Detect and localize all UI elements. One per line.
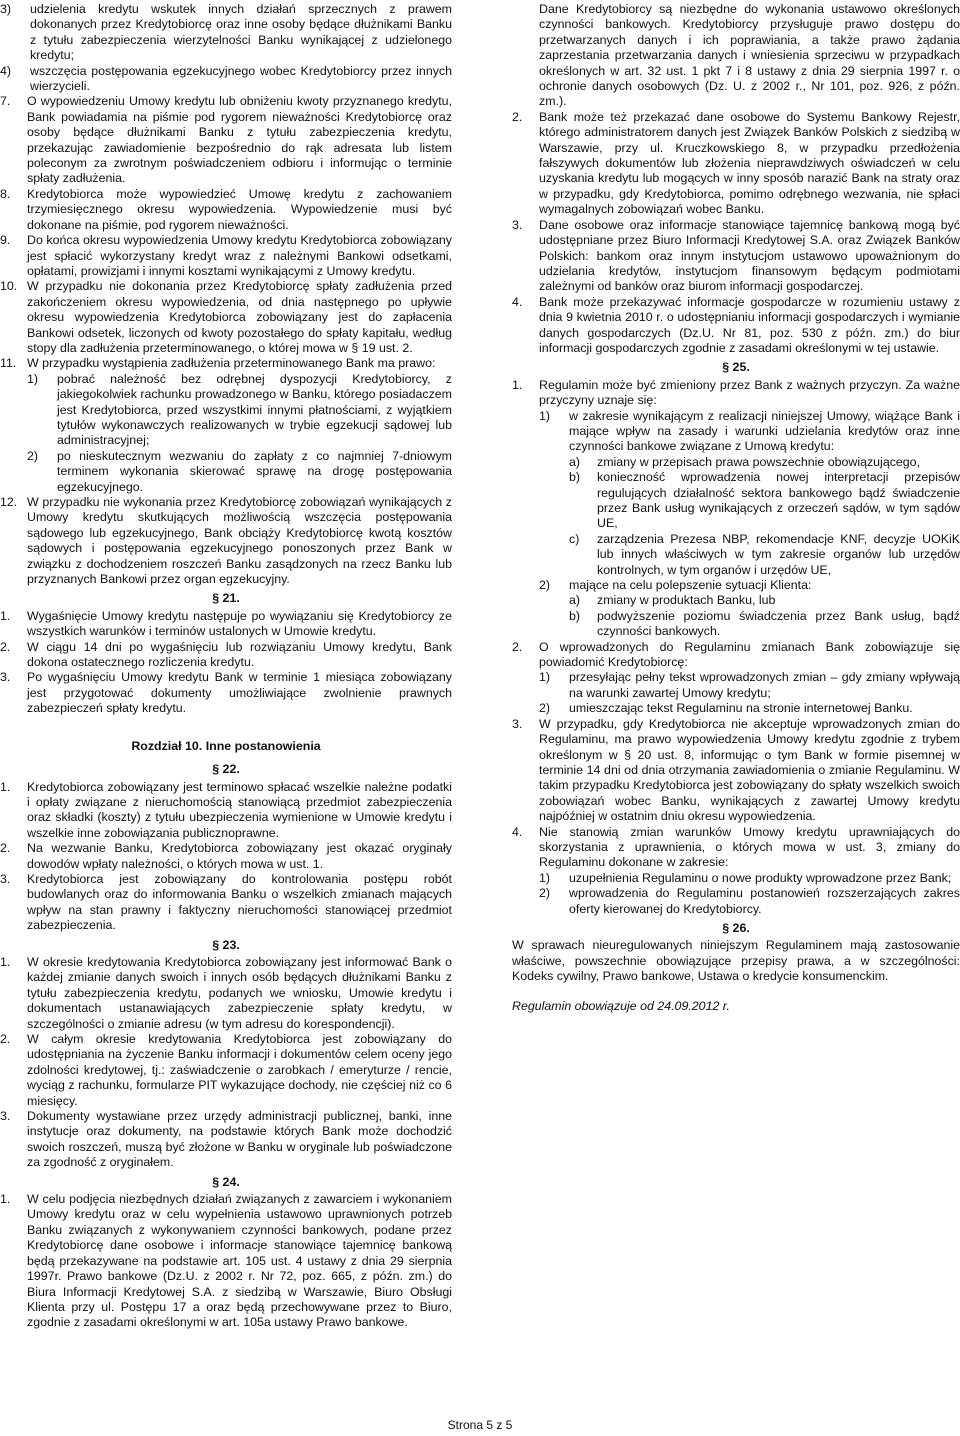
item-text: W przypadku nie dokonania przez Kredytobiorcę spłaty zadłużenia przed zakończeniem okresu wypowiedzenia, od dnia następnego po upływie okresu wypowiedzenia Kredytobiorca zobowiązany jest do zapłacenia Bankowi odsetek, liczonych od kwoty pozostałego do spłaty kapitału, według stopy dla zadłużenia przeterminowanego, o której mowa w § 19 ust. 2. — [27, 279, 452, 355]
item-text: W całym okresie kredytowania Kredytobiorca jest zobowiązany do udostępniania na życzenie Banku informacji i dokumentów celem oceny jego zdolności kredytowej, tj.: zaświadczenie o zarobkach / emeryturze / rencie, wyciąg z rachunku, formularze PIT wykazujące dochody, nie częściej niż co 6 miesięcy. — [27, 1032, 452, 1108]
item-number: 3) — [0, 2, 12, 16]
item-text: zarządzenia Prezesa NBP, rekomendacje KNF, decyzje UOKiK lub innych właściwych w tym zakresie organów lub urzędów kontrolnych, w tym organów i urzędów UE, — [597, 531, 960, 577]
sublist-25-1-1 — [539, 455, 960, 578]
continued-paragraph: Dane Kredytobiorcy są niezbędne do wykonania ustawowo określonych czynności bankowych. Kredytobiorcy przysługuje prawo dostępu do przetwarzanych danych i ich poprawiania, a także prawo żądania zaprzestania przetwarzania danych i wniesienia sprzeciwu w przypadkach określonych w art. 32 ust. 1 pkt 7 i 8 ustawy z dnia 29 sierpnia 1997 r. o ochronie danych osobowych (Dz. U. z 2002 r., Nr 101, poz. 926, z późn. zm.). — [539, 2, 960, 109]
item-text: umieszczając tekst Regulaminu na stronie internetowej Banku. — [569, 701, 913, 716]
item-text: wprowadzenia do Regulaminu postanowień rozszerzających zakres oferty kierowanej do Kredytobiorcy. — [569, 886, 960, 916]
paragraph-item — [0, 670, 452, 716]
item-number: 2) — [539, 701, 551, 716]
item-text: W celu podjęcia niezbędnych działań związanych z zawarciem i wykonaniem Umowy kredytu oraz w celu wypełnienia ustawowo uprawnionych potrzeb Banku związanych z wykonywaniem czynności bankowych, podane przez Kredytobiorcę dane osobowe i informacje stanowiące tajemnicę bankową będą przekazywane na podstawie art. 105 ust. 4 ustawy z dnia 29 sierpnia 1997r. Prawo bankowe (Dz.U. z 2002 r. Nr 72, poz. 665, z późn. zm.) do Biura Informacji Kredytowej S.A. z siedzibą w Warszawie, Biuro Obsługi Klienta przy ul. Postępu 17 a oraz będą przechowywane przez to Biuro, zgodnie z zasadami określonymi w art. 105a ustawy Prawo bankowe. — [27, 1192, 452, 1330]
paragraph-item — [0, 187, 452, 233]
item-number: 2. — [512, 639, 523, 654]
item-text: w zakresie wynikającym z realizacji niniejszej Umowy, wiążące Bank i mające wpływ na zasady i warunki udzielania kredytów oraz inne czynności bankowe związane z Umową kredytu: — [569, 408, 960, 454]
item-text: W przypadku nie wykonania przez Kredytobiorcę zobowiązań wynikających z Umowy kredytu skutkujących możliwością wszczęcia postępowania sądowego lub egzekucyjnego, Bank obciąży Kredytobiorcę kwotą kosztów sądowych i postępowania egzekucyjnego ponoszonych przez Bank w związku z dochodzeniem roszczeń Banku zasądzonych na rzecz Banku lub przyznanych Bankowi przez organ egzekucyjny. — [27, 495, 452, 587]
item-number: 3. — [0, 670, 11, 685]
list-item — [0, 64, 452, 95]
item-text: W ciągu 14 dni po wygaśnięciu lub rozwiązaniu Umowy kredytu, Bank dokona ostatecznego rozliczenia kredytu. — [27, 639, 452, 670]
item-number: 1. — [0, 1192, 11, 1207]
item-number: 9. — [0, 233, 11, 248]
section-heading: § 26. — [722, 920, 750, 935]
section-heading: § 23. — [212, 937, 240, 952]
item-text: Regulamin może być zmieniony przez Bank z ważnych przyczyn. Za ważne przyczyny uznaje się: — [539, 377, 960, 408]
sublist-25-2 — [512, 670, 960, 716]
paragraph-item — [0, 1192, 452, 1331]
list-item — [539, 701, 960, 716]
item-text: Kredytobiorca zobowiązany jest terminowo spłacać wszelkie należne podatki i opłaty związane z nieruchomością stanowiącą przedmiot zabezpieczenia oraz składki (koszty) z tytułu ubezpieczenia wymienione w Umowie kredytu i wszelkie inne zobowiązania publicznoprawne. — [27, 779, 452, 840]
paragraph-item — [0, 94, 452, 186]
item-number: 2) — [539, 578, 551, 593]
item-text: Dokumenty wystawiane przez urzędy administracji publicznej, banki, inne instytucje oraz dokumenty, na podstawie których Bank może dochodzić swoich roszczeń, muszą być złożone w Banku w oryginale lub poświadczone za zgodność z oryginałem. — [27, 1109, 452, 1170]
item-text: wszczęcia postępowania egzekucyjnego wobec Kredytobiorcy przez innych wierzycieli. — [30, 63, 452, 94]
sublist-11 — [0, 372, 452, 495]
paragraph-item — [0, 279, 452, 356]
item-text: Bank może przekazywać informacje gospodarcze w rozumieniu ustawy z dnia 9 kwietnia 2010 r. o udostępnianiu informacji gospodarczych i wymianie danych gospodarczych (Dz.U. Nr 81, poz. 530 z późn. zm.) do biur informacji gospodarczych zgodnie z zasadami określonymi w tej ustawie. — [539, 294, 960, 355]
paragraph-item — [512, 218, 960, 295]
item-text: zmiany w produktach Banku, lub — [597, 593, 776, 608]
item-text: W okresie kredytowania Kredytobiorca zobowiązany jest informować Bank o każdej zmianie danych swoich i innych osób będących dłużnikami Banku z tytułu zabezpieczenia kredytu, podanych we wniosku, Umowie kredytu i dokumentach ustanawiających zabezpieczenie spłaty kredytu, w szczególności o zmianie adresu (w tym adresu do korespondencji). — [27, 954, 452, 1031]
item-text: W przypadku, gdy Kredytobiorca nie akceptuje wprowadzonych zmian do Regulaminu, ma prawo wypowiedzenia Umowy kredytu zgodnie z trybem określonym w § 20 ust. 8, informując o tym Bank w formie pisemnej w terminie 14 dni od dnia otrzymania zawiadomienia o zmianie Regulaminu. W takim przypadku Kredytobiorca jest zobowiązany do spłaty wszelkich swoich zobowiązań wobec Banku, wynikających z zawartej Umowy kredytu najpóźniej w ostatnim dniu okresu wypowiedzenia. — [539, 716, 960, 824]
list-item — [27, 372, 452, 449]
item-number: b) — [569, 608, 581, 623]
item-text: Bank może też przekazać dane osobowe do Systemu Bankowy Rejestr, którego administratorem danych jest Związek Banków Polskich z siedzibą w Warszawie, przy ul. Kruczkowskiego 8, w przypadku przedłożenia fałszywych dokumentów lub złożenia nieprawdziwych oświadczeń w celu uzyskania kredytu lub mogących w inny sposób narazić Bank na straty oraz w przypadku, gdy Kredytobiorca, pomimo odrębnego wezwania, nie spłaci wymagalnych zobowiązań wobec Banku. — [539, 109, 960, 217]
item-text: Dane osobowe oraz informacje stanowiące tajemnicę bankową mogą być udostępniane przez Biuro Informacji Kredytowej S.A. oraz Związek Banków Polskich: bankom oraz innym instytucjom ustawowo upoważnionym do udzielania kredytów, instytucjom finansowym będącym podmiotami zależnymi od banków oraz biurom informacji gospodarczej. — [539, 217, 960, 294]
item-number: 2. — [0, 841, 11, 856]
paragraph-item — [512, 110, 960, 218]
item-text: O wprowadzonych do Regulaminu zmianach Bank zobowiązuje się powiadomić Kredytobiorcę: — [539, 639, 960, 670]
paragraph-item — [512, 825, 960, 871]
item-number: 1. — [0, 954, 11, 969]
paragraph-item — [512, 640, 960, 671]
item-number: 1. — [512, 377, 523, 392]
item-text: Nie stanowią zmian warunków Umowy kredytu uprawniających do skorzystania z uprawnienia, o których mowa w ust. 3, zmiany do Regulaminu dokonane w zakresie: — [539, 824, 960, 870]
item-number: 2. — [512, 109, 523, 124]
left-column — [0, 2, 452, 1331]
item-number: 1) — [27, 371, 39, 386]
chapter-heading: Rozdział 10. Inne postanowienia — [131, 738, 321, 753]
item-text: Kredytobiorca jest zobowiązany do kontrolowania postępu robót budowlanych oraz do informowania Banku o wszelkich zmianach mających wpływ na stan prawny i faktyczny nieruchomości stanowiącej przedmiot zabezpieczenia. — [27, 871, 452, 933]
item-number: 8. — [0, 186, 11, 201]
paragraph-item — [0, 233, 452, 279]
item-text: O wypowiedzeniu Umowy kredytu lub obniżeniu kwoty przyznanego kredytu, Bank powiadamia na piśmie pod rygorem nieważności Kredytobiorcę oraz osoby będące dłużnikami Banku z tytułu zabezpieczenia kredytu, przekazując zawiadomienie bezpośrednio do rąk adresata lub listem poleconym za zwrotnym poświadczeniem odbioru i informując o terminie spłaty zadłużenia. — [27, 94, 452, 186]
item-number: c) — [569, 531, 580, 546]
sublist-25-1 — [512, 409, 960, 640]
item-text: mające na celu polepszenie sytuacji Klienta: — [569, 578, 812, 593]
item-text: podwyższenie poziomu świadczenia przez Bank usług, bądź czynności bankowych. — [597, 608, 960, 639]
paragraph-item — [0, 955, 452, 1032]
page-footer: Strona 5 z 5 — [447, 1418, 513, 1432]
section-heading: § 21. — [212, 591, 240, 606]
item-text: pobrać należność bez odrębnej dyspozycji Kredytobiorcy, z jakiegokolwiek rachunku prowadzonego w Banku, którego posiadaczem jest Kredytobiorca, przed wszystkimi innymi płatnościami, z wyjątkiem tytułów wykonawczych realizowanych w trybie egzekucji sądowej lub administracyjnej; — [57, 371, 452, 448]
list-item — [539, 670, 960, 701]
item-text: Na wezwanie Banku, Kredytobiorca zobowiązany jest okazać oryginały dowodów wpłaty należności, o których mowa w ust. 1. — [27, 841, 452, 871]
item-text: zmiany w przepisach prawa powszechnie obowiązującego, — [597, 454, 921, 469]
section-heading: § 22. — [212, 762, 240, 777]
closing-paragraph: W sprawach nieuregulowanych niniejszym Regulaminem mają zastosowanie właściwe, powszechnie obowiązujące przepisy prawa, a w szczególności: Kodeks cywilny, Prawo bankowe, Ustawa o kredycie konsumenckim. — [512, 938, 960, 984]
paragraph-item — [512, 295, 960, 357]
item-number: 3. — [0, 1109, 11, 1124]
item-number: 3. — [0, 871, 11, 886]
item-number: 2) — [539, 886, 551, 901]
item-number: 2. — [0, 639, 11, 654]
item-number: 1. — [0, 779, 11, 794]
list-item — [539, 871, 960, 886]
paragraph-item — [0, 640, 452, 671]
list-item — [0, 2, 452, 64]
list-item — [539, 409, 960, 455]
effective-date: Regulamin obowiązuje od 24.09.2012 r. — [512, 998, 730, 1013]
item-number: 10. — [0, 279, 18, 294]
item-number: 7. — [0, 94, 11, 109]
item-number: 1) — [539, 670, 551, 685]
item-text: Kredytobiorca może wypowiedzieć Umowę kredytu z zachowaniem trzymiesięcznego okresu wypowiedzenia. Wypowiedzenie musi być dokonane na piśmie, pod rygorem nieważności. — [27, 186, 452, 232]
list-item — [539, 886, 960, 917]
paragraph-item — [0, 1109, 452, 1171]
item-number: 1. — [0, 608, 11, 623]
section-heading: § 25. — [722, 360, 750, 375]
item-number: 4. — [512, 824, 523, 839]
list-item — [569, 593, 960, 608]
paragraph-item — [0, 841, 452, 872]
list-item — [27, 449, 452, 495]
item-text: przesyłając pełny tekst wprowadzonych zmian – gdy zmiany wpływają na warunki zawartej Umowy kredytu; — [569, 670, 960, 700]
paragraph-item — [0, 780, 452, 842]
paragraph-item — [0, 495, 452, 587]
item-text: konieczność wprowadzenia nowej interpretacji przepisów regulujących działalność sektora bankowego bądź świadczenie przez Bank usług wynikających z orzeczeń sądów, w tym sądów UE, — [597, 470, 960, 531]
item-number: 2. — [0, 1032, 11, 1046]
item-number: 1) — [539, 408, 551, 423]
section-heading: § 24. — [212, 1174, 240, 1189]
paragraph-item — [0, 872, 452, 934]
item-number: 4. — [512, 294, 523, 309]
item-number: 3. — [512, 716, 523, 731]
item-number: a) — [569, 454, 581, 469]
sublist-25-4 — [512, 871, 960, 917]
paragraph-item — [512, 717, 960, 825]
item-number: 11. — [0, 356, 17, 371]
paragraph-item — [0, 609, 452, 640]
item-text: Do końca okresu wypowiedzenia Umowy kredytu Kredytobiorca zobowiązany jest spłacić wykorzystany kredyt wraz z należnymi Bankowi odsetkami, opłatami, prowizjami i innymi kosztami wynikającymi z Umowy kredytu. — [27, 233, 452, 278]
list-item — [539, 578, 960, 593]
item-number: 2) — [27, 448, 39, 463]
list-item — [569, 609, 960, 640]
item-text: W przypadku wystąpienia zadłużenia przeterminowanego Bank ma prawo: — [27, 356, 436, 371]
item-text: Wygaśnięcie Umowy kredytu następuje po wywiązaniu się Kredytobiorcy ze wszystkich warunków i terminów ustalonych w Umowie kredytu. — [27, 608, 452, 639]
item-number: 1) — [539, 870, 551, 885]
paragraph-item — [512, 378, 960, 409]
paragraph-item — [0, 1032, 452, 1109]
list-item — [569, 455, 960, 470]
list-item — [569, 532, 960, 578]
right-column — [512, 2, 960, 1014]
list-item — [569, 470, 960, 532]
item-text: po nieskutecznym wezwaniu do zapłaty z co najmniej 7-dniowym terminem wykonania skierować sprawę na drogę postępowania egzekucyjnego. — [57, 448, 452, 494]
item-number: 4) — [0, 63, 12, 78]
item-number: a) — [569, 593, 581, 608]
item-text: udzielenia kredytu wskutek innych działań sprzecznych z prawem dokonanych przez Kredytobiorcę oraz inne osoby będące dłużnikami Banku z tytułu zabezpieczenia wierzytelności Banku wynikającej z udzielonego kredytu; — [30, 2, 452, 63]
sublist-25-1-2 — [539, 593, 960, 639]
item-text: Po wygaśnięciu Umowy kredytu Bank w terminie 1 miesiąca zobowiązany jest przygotować dokumenty umożliwiające zwolnienie prawnych zabezpieczeń spłaty kredytu. — [27, 670, 452, 716]
paragraph-item — [0, 356, 452, 371]
item-text: uzupełnienia Regulaminu o nowe produkty wprowadzone przez Bank; — [569, 870, 952, 885]
item-number: 12. — [0, 495, 18, 509]
item-number: 3. — [512, 217, 523, 232]
item-number: b) — [569, 470, 581, 485]
